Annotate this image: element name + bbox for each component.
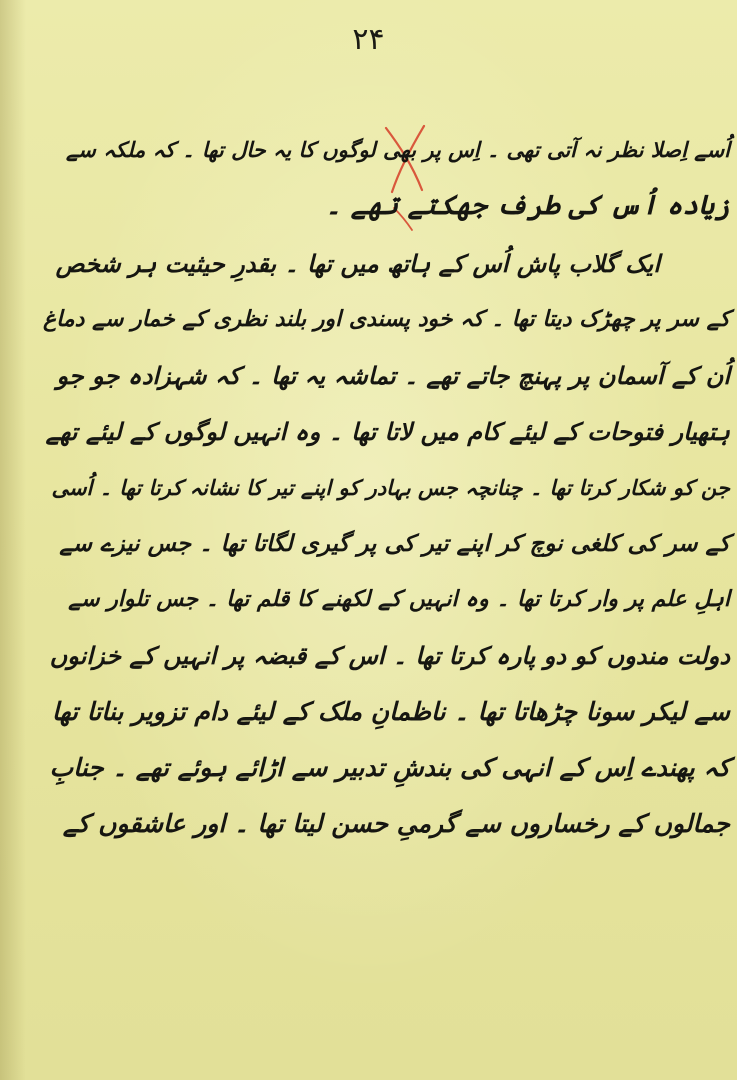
text-line: کہ پھندے اِس کے انہی کی بندشِ تدبیر سے اڑائے ہوئے تھے ۔ جنابِ (49, 753, 730, 782)
text-line: ایک گلاب پاش اُس کے ہاتھ میں تھا ۔ بقدرِ حیثیت ہر شخص (55, 250, 660, 278)
page-edge-shadow (0, 0, 26, 1080)
text-line: سے لیکر سونا چڑھاتا تھا ۔ ناظمانِ ملک کے لیئے دام تزویر بناتا تھا (51, 697, 730, 726)
text-line: کے سر پر چھڑک دیتا تھا ۔ کہ خود پسندی اور بلند نظری کے خمار سے دماغ (43, 307, 730, 332)
text-line: اُسے اِصلا نظر نہ آتی تھی ۔ اِس پر بھی لوگوں کا یہ حال تھا ۔ کہ ملکہ سے (65, 138, 730, 162)
text-line: اہلِ علم پر وار کرتا تھا ۔ وہ انہیں کے لکھنے کا قلم تھا ۔ جس تلوار سے (68, 587, 730, 612)
text-line: زیادہ اُس کی طرف جھکتے تھے ۔ (325, 190, 730, 221)
page-number: ۲۴ (352, 22, 385, 57)
text-line: کے سر کی کلغی نوچ کر اپنے تیر کی پر گیری لگاتا تھا ۔ جس نیزے سے (59, 531, 730, 557)
text-line: جن کو شکار کرتا تھا ۔ چنانچہ جس بہادر کو اپنے تیر کا نشانہ کرتا تھا ۔ اُسی (51, 476, 730, 500)
text-line: ہتھیار فتوحات کے لیئے کام میں لاتا تھا ۔ وہ انہیں لوگوں کے لیئے تھے (45, 418, 730, 446)
text-line: جمالوں کے رخساروں سے گرمیِ حسن لیتا تھا ۔ اور عاشقوں کے (62, 809, 730, 838)
text-line: اُن کے آسمان پر پہنچ جاتے تھے ۔ تماشہ یہ تھا ۔ کہ شہزادہ جو جو (56, 362, 730, 390)
page-body-text (40, 122, 730, 852)
text-line: دولت مندوں کو دو پارہ کرتا تھا ۔ اس کے قبضہ پر انہیں کے خزانوں (49, 642, 730, 670)
